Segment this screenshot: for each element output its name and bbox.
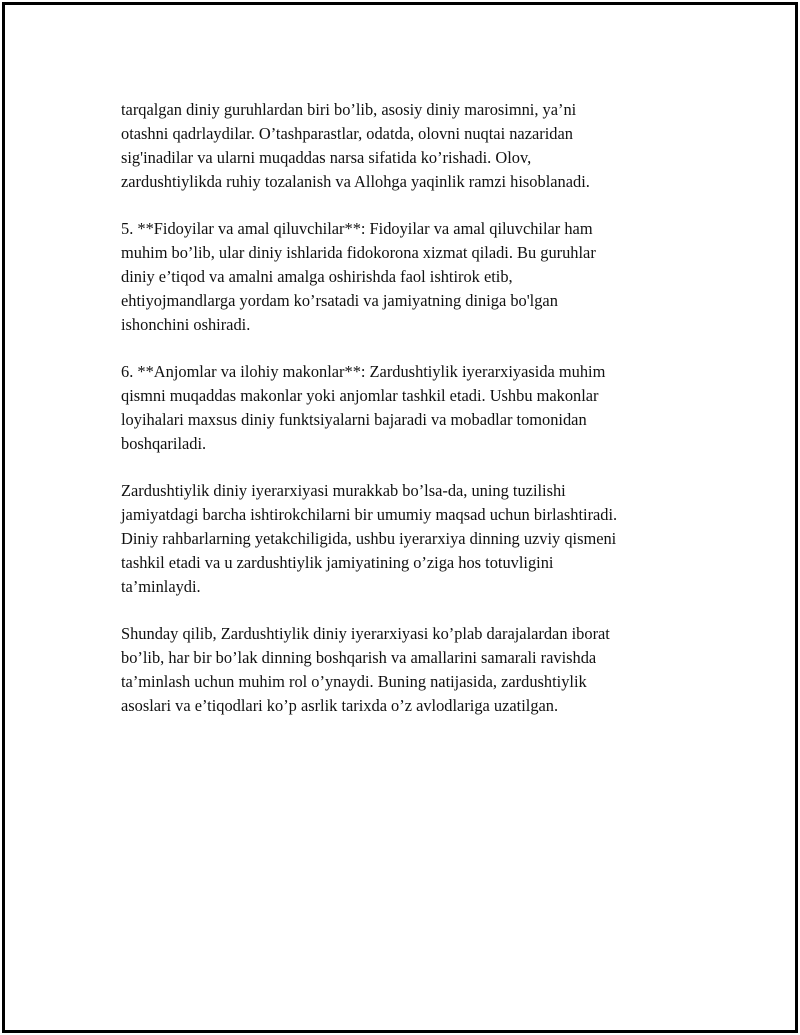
text-line: Zardushtiylik diniy iyerarxiyasi murakkab bo’lsa-da, uning tuzilishi: [121, 481, 566, 500]
text-line: jamiyatdagi barcha ishtirokchilarni bir umumiy maqsad uchun birlashtiradi.: [121, 505, 618, 524]
text-line: muhim bo’lib, ular diniy ishlarida fidokorona xizmat qiladi. Bu guruhlar: [121, 243, 596, 262]
text-line: boshqariladi.: [121, 434, 207, 453]
text-line: otashni qadrlaydilar. O’tashparastlar, odatda, olovni nuqtai nazaridan: [121, 124, 573, 143]
text-line: ta’minlaydi.: [121, 577, 201, 596]
paragraph-fire-worshippers: [121, 98, 701, 194]
text-line: ehtiyojmandlarga yordam ko’rsatadi va jamiyatning diniga bo'lgan: [121, 291, 558, 310]
text-line: zardushtiylikda ruhiy tozalanish va Allohga yaqinlik ramzi hisoblanadi.: [121, 172, 590, 191]
text-line: ishonchini oshiradi.: [121, 315, 251, 334]
text-line: asoslari va e’tiqodlari ko’p asrlik tarixda o’z avlodlariga uzatilgan.: [121, 696, 559, 715]
text-line: bo’lib, har bir bo’lak dinning boshqarish va amallarini samarali ravishda: [121, 648, 597, 667]
document-body: [121, 98, 701, 741]
paragraph-hierarchy-summary: [121, 479, 701, 599]
text-line: Shunday qilib, Zardushtiylik diniy iyerarxiyasi ko’plab darajalardan iborat: [121, 624, 610, 643]
text-line: sig'inadilar va ularni muqaddas narsa sifatida ko’rishadi. Olov,: [121, 148, 532, 167]
text-line: qismni muqaddas makonlar yoki anjomlar tashkil etadi. Ushbu makonlar: [121, 386, 599, 405]
text-line: tashkil etadi va u zardushtiylik jamiyatining o’ziga hos totuvligini: [121, 553, 554, 572]
paragraph-conclusion: [121, 622, 701, 718]
text-line: 6. **Anjomlar va ilohiy makonlar**: Zardushtiylik iyerarxiyasida muhim: [121, 362, 606, 381]
page-frame: [2, 2, 798, 1033]
paragraph-devotees: [121, 217, 701, 337]
text-line: Diniy rahbarlarning yetakchiligida, ushbu iyerarxiya dinning uzviy qismeni: [121, 529, 617, 548]
text-line: diniy e’tiqod va amalni amalga oshirishda faol ishtirok etib,: [121, 267, 513, 286]
paragraph-sacred-places: [121, 360, 701, 456]
text-line: 5. **Fidoyilar va amal qiluvchilar**: Fidoyilar va amal qiluvchilar ham: [121, 219, 593, 238]
text-line: tarqalgan diniy guruhlardan biri bo’lib, asosiy diniy marosimni, ya’ni: [121, 100, 577, 119]
text-line: loyihalari maxsus diniy funktsiyalarni bajaradi va mobadlar tomonidan: [121, 410, 587, 429]
text-line: ta’minlash uchun muhim rol o’ynaydi. Buning natijasida, zardushtiylik: [121, 672, 587, 691]
